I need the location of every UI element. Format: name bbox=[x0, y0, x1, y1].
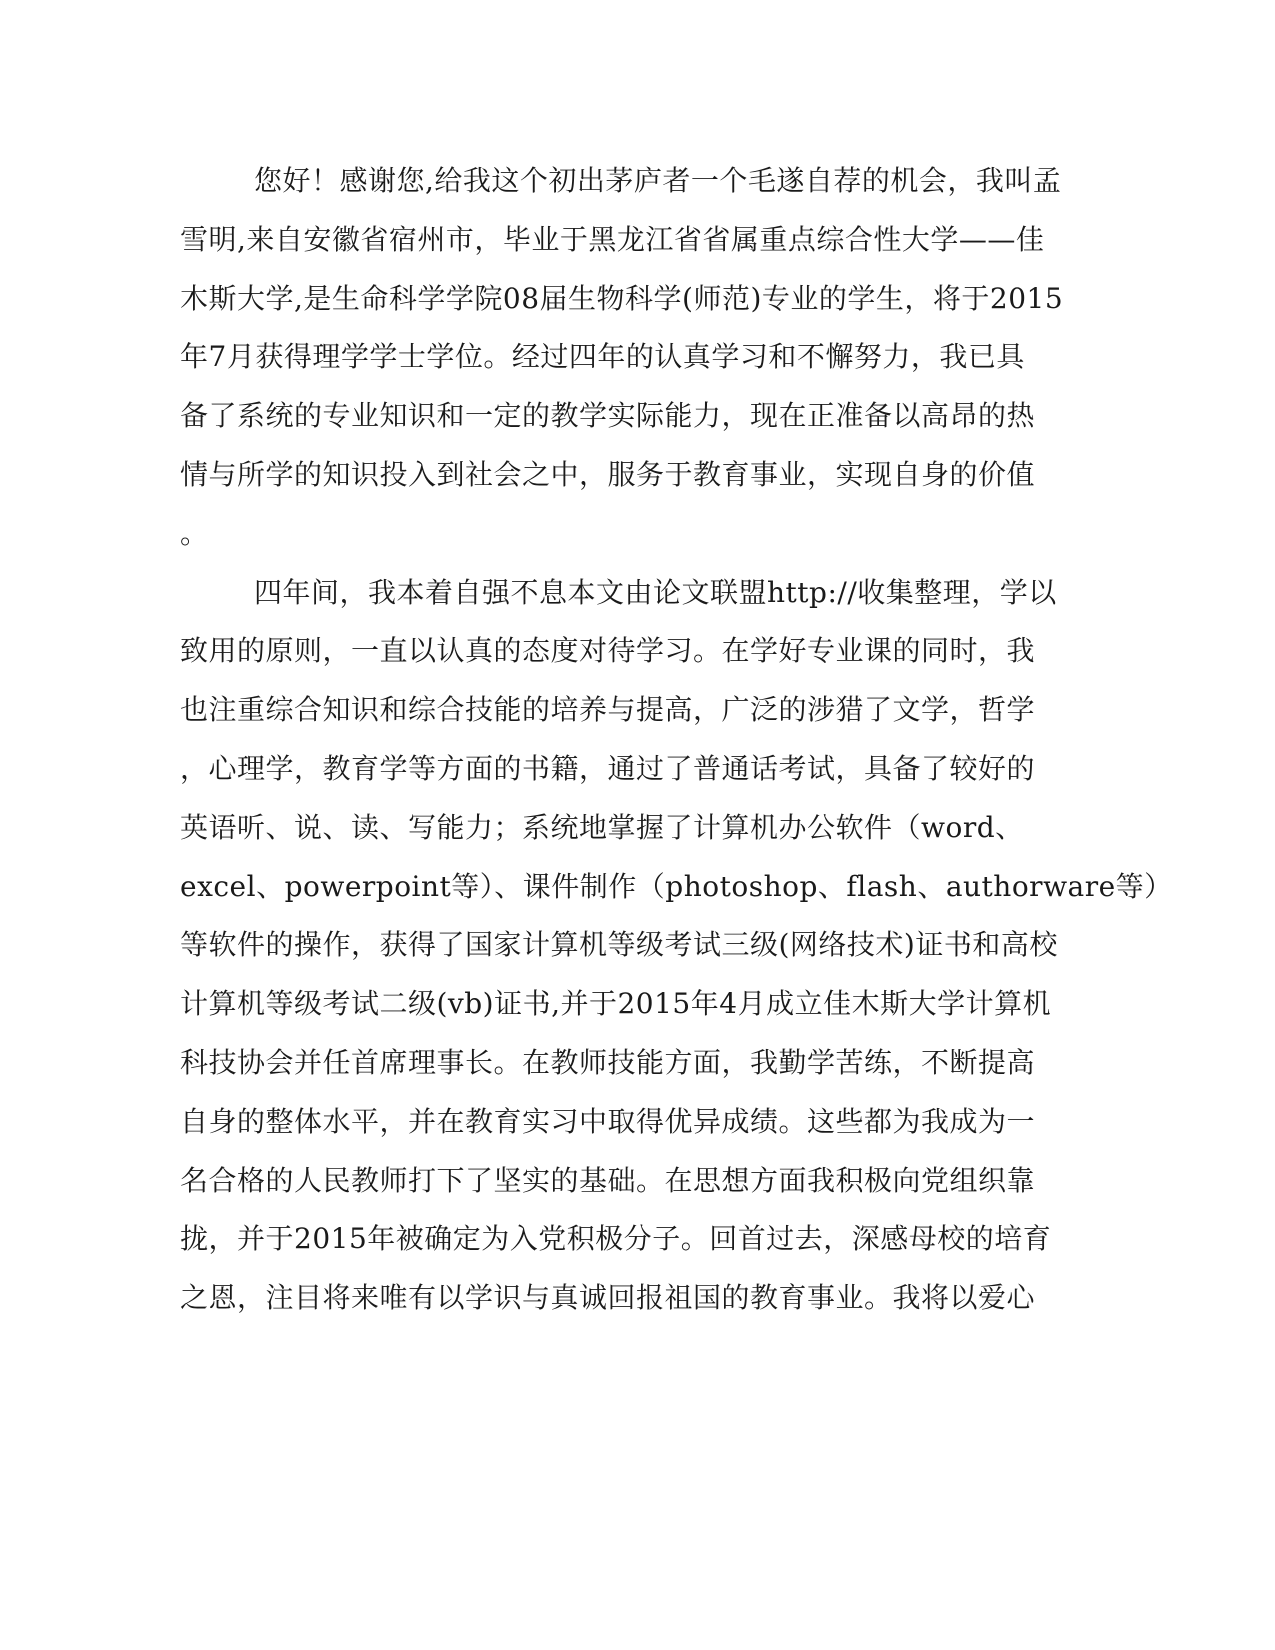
paragraph-2-line-11: 名合格的人民教师打下了坚实的基础。在思想方面我积极向党组织靠 bbox=[180, 1163, 1036, 1197]
paragraph-1-line-3: 木斯大学,是生命科学学院08届生物科学(师范)专业的学生，将于2015 bbox=[180, 281, 1064, 315]
paragraph-2-line-7: 等软件的操作，获得了国家计算机等级考试三级(网络技术)证书和高校 bbox=[180, 928, 1058, 962]
paragraph-2-line-9: 科技协会并任首席理事长。在教师技能方面，我勤学苦练，不断提高 bbox=[180, 1045, 1036, 1079]
paragraph-1-line-7: 。 bbox=[180, 516, 209, 550]
paragraph-2-line-6: excel、powerpoint等）、课件制作（photoshop、flash、authorware等） bbox=[180, 869, 1173, 903]
paragraph-2-line-5: 英语听、说、读、写能力；系统地掌握了计算机办公软件（word、 bbox=[180, 810, 1024, 844]
paragraph-2-line-8: 计算机等级考试二级(vb)证书,并于2015年4月成立佳木斯大学计算机 bbox=[180, 987, 1052, 1021]
paragraph-2-line-13: 之恩，注目将来唯有以学识与真诚回报祖国的教育事业。我将以爱心 bbox=[180, 1281, 1036, 1315]
paragraph-2-line-2: 致用的原则，一直以认真的态度对待学习。在学好专业课的同时，我 bbox=[180, 634, 1036, 668]
paragraph-2-line-4: ，心理学，教育学等方面的书籍，通过了普通话考试，具备了较好的 bbox=[180, 751, 1036, 785]
paragraph-2-line-3: 也注重综合知识和综合技能的培养与提高，广泛的涉猎了文学，哲学 bbox=[180, 693, 1036, 727]
paragraph-2-line-12: 拢，并于2015年被确定为入党积极分子。回首过去，深感母校的培育 bbox=[180, 1222, 1052, 1256]
letter-body bbox=[180, 158, 1173, 1334]
paragraph-2-line-1: 四年间，我本着自强不息本文由论文联盟http://收集整理，学以 bbox=[254, 575, 1057, 609]
paragraph-1-line-5: 备了系统的专业知识和一定的教学实际能力，现在正准备以高昂的热 bbox=[180, 399, 1036, 433]
paragraph-1-line-6: 情与所学的知识投入到社会之中，服务于教育事业，实现自身的价值 bbox=[180, 457, 1036, 491]
paragraph-1-line-4: 年7月获得理学学士学位。经过四年的认真学习和不懈努力，我已具 bbox=[180, 340, 1025, 374]
paragraph-1-line-2: 雪明,来自安徽省宿州市，毕业于黑龙江省省属重点综合性大学——佳 bbox=[180, 222, 1045, 256]
paragraph-1-line-1: 您好！感谢您,给我这个初出茅庐者一个毛遂自荐的机会，我叫孟 bbox=[254, 164, 1062, 197]
paragraph-2-line-10: 自身的整体水平，并在教育实习中取得优异成绩。这些都为我成为一 bbox=[180, 1104, 1036, 1138]
